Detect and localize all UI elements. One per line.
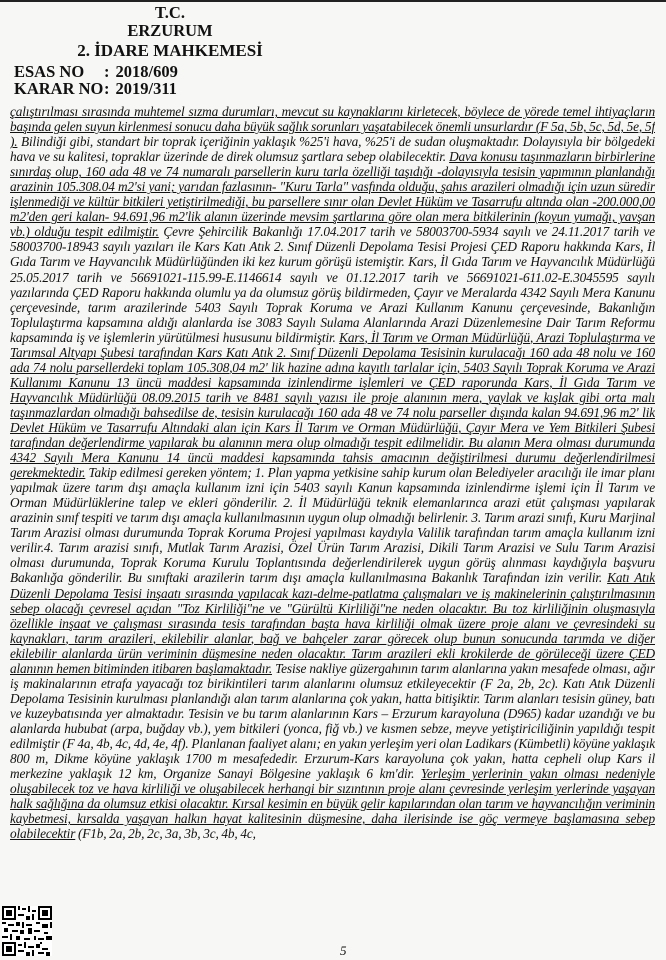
text-segment-4: Çevre Şehircilik Bakanlığı 17.04.2017 tarih ve 58003700-5934 sayılı ve 24.11.2017 tarih ve 58003700-18943 sayılı yazıları ile Kars Katı Atık 2. Sınıf Düzenli Depolama Tesisi Projesi ÇED Raporu hakkında Kars, İl Gıda Tarım ve Hayvancılık Müdürlüğünden iki kez kurum görüşü istemiştir. Kars, İl Gıda Tarım ve Hayvancılık Müdürlüğü 25.05.2017 tarih ve 56691021-115.99-E.1146614 sayılı ve 01.12.2017 tarih ve 56691021-611.02-E.3045595 sayılı yazılarında ÇED Raporu hakkında olumlu ya da olumsuz görüş bildirmeden, Çayır ve Meralarda 4342 Sayılı Mera Kanunu çerçevesinde, tarım arazilerinde 5403 Sayılı Toprak Koruma ve Arazi Kullanım Kanunu çerçevesinde, Bakanlığın Toplulaştırma kapsamına aldığı alanlarda ise 3083 Sayılı Sulama Alanlarında Arazi Düzenlemesine Dair Tarım Reformu kapsamında iş ve işlemlerin yürütülmesi hususunu bildirmiştir.	[10, 224, 655, 345]
text-segment-8: Tesise nakliye güzergahının tarım alanlarına yakın mesafede olması, ağır iş makinalarının etrafa yayacağı toz birikintileri tarım alanlarını olumsuz etkileyecektir (F 2a, 2b, 2c). Katı Atık Düzenli Depolama Tesisinin kurulması planlandığı alan tarım alanlarına çok yakın, hatta bitişiktir. Tarım alanları tesisin güney, batı ve kuzeybatısında yer almaktadır. Tesisin ve bu tarım alanlarının Kars – Erzurum karayoluna (D965) kadar uzandığı ve bu alanlarda hububat (arpa, buğday vb.), yem bitkileri (yonca, fiğ vb.) ve kısmen sebze, meyve yetiştiriciliğinin yapıldığı tespit edilmiştir (F 4a, 4b, 4c, 4d, 4e, 4f). Planlanan faaliyet alanı; en yakın yerleşim yeri olan Ladikars (Kümbetli) köyüne yaklaşık 800 m, Dikme köyüne yaklaşık 1700 m mesafededir. Erzurum-Kars karayoluna çok yakın, hatta cepheli olup Kars il merkezine yaklaşık 12 km, Organize Sanayi Bölgesine yaklaşık 6 km'dir.	[10, 660, 655, 782]
karar-label: KARAR NO	[14, 79, 104, 98]
esas-value: 2018/609	[115, 62, 178, 81]
text-segment-10: (F1b, 2a, 2b, 2c, 3a, 3b, 3c, 4b, 4c,	[75, 826, 256, 842]
text-segment-6: Takip edilmesi gereken yöntem; 1. Plan yapma yetkisine sahip kurum olan Belediyeler aracılığı ile imar planı yapılmak üzere tarım dışı amaçla kullanım izni için 5403 sayılı Kanun kapsamında izinlendirme işlemi için İl Tarım ve Orman Müdürlüklerine talep ve ekleri gönderilir. 2. İl Müdürlüğü teknik elemanlarınca arazi etüt çalışması yapılarak arazinin sınıf tespiti ve tarım dışı amaçla kullanılmasının uygun olup olmadığı belirlenir. 3. Tarım arazi sınıfı, Kuru Marjinal Tarım Arazisi olması durumunda Toprak Koruma Projesi yapılması kaydıyla Valilik tarafından tarım amaçla kullanım izni verilir.4. Tarım arazisi sınıfı, Mutlak Tarım Arazisi, Özel Ürün Tarım Arazisi, Dikili Tarım Arazisi ve Sulu Tarım Arazisi olması durumunda, Toprak Koruma Kurulu Toplantısında değerlendirilerek uygun görüş alınması kaydığıyla başvuru Bakanlığa gönderilir. Bu sınıftaki arazilerin tarım dışı amaçla kullanılmasına Bakanlık Tarafından izin verilir.	[10, 465, 655, 586]
header-court: 2. İDARE MAHKEMESİ	[77, 41, 263, 60]
document-header	[0, 0, 666, 104]
qr-code-icon	[2, 906, 52, 956]
esas-label: ESAS NO	[14, 62, 85, 81]
text-segment-1: çalıştırılması sırasında muhtemel sızma durumları, mevcut su kaynaklarını kirletecek, böylece de yörede temel ihtiyaçların başında gelen suyun kirlenmesi sonucu daha büyük sağlık sorunları yaşatabilecek önemli unsurlardır (F 5a, 5b, 5c, 5d, 5e, 5f ).	[10, 104, 655, 150]
text-segment-3: Dava konusu taşınmazların birbirlerine sınırdaş olup, 160 ada 48 ve 74 numaralı parsellerin kuru tarla özelliği taşıdığı -dolayısıyla tesisin yapımının planlandığı arazinin 105.308.04 m2'si yani; yarıdan fazlasının- "Kuru Tarla" vasfında olduğu, şahıs arazileri olmadığı için uzun süredir işlenmediği ve kültür bitkileri yetiştirilmediği, bu parsellere sınır olan Devlet Hüküm ve Tasarrufu altında olan -200.000,00 m2'den geri kalan- 94.691,96 m2'lik alanın üzerinde mevsim şartlarına göre olan mera bitkilerinin (koyun yumağı, yavşan vb.) olduğu tespit edilmiştir.	[10, 149, 655, 240]
body-paragraph	[10, 104, 655, 946]
text-segment-2: Bilindiği gibi, standart bir toprak içeriğinin yaklaşık %25'i hava, %25'i de sudan oluşmaktadır. Dolayısıyla bir bölgedeki hava ve su kalitesi, topraklar üzerinde de direk olumsuz şartlara sebep olabilecektir.	[10, 134, 655, 165]
header-country: T.C.	[155, 3, 185, 22]
esas-number-row: ESAS NO : 2018/609	[14, 62, 178, 81]
karar-number-row: KARAR NO: 2019/311	[14, 79, 177, 98]
text-segment-9: Yerleşim yerlerinin yakın olması nedeniyle oluşabilecek toz ve hava kirliliği ve oluşabilecek herhangi bir sızıntının proje alanı çevresinde yerleşim yerlerinde yaşayan halk sağlığına da olumsuz etkisi olacaktır. Kırsal kesimin en büyük gelir kapılarından olan tarım ve hayvancılığın veriminin kaybetmesi, kırsalda yaşayan halkın hayat kalitesinin düşmesine, daha ilerisinde ise göç vermeye başlamasına sebep olabilecektir	[10, 766, 655, 842]
karar-value: 2019/311	[115, 79, 177, 98]
text-segment-5: Kars, İl Tarım ve Orman Müdürlüğü, Arazi Toplulaştırma ve Tarımsal Altyapı Şubesi tarafından Kars Katı Atık 2. Sınıf Düzenli Depolama Tesisinin kurulacağı 160 ada 48 nolu ve 160 ada 74 nolu parsellerdeki toplam 105.308,04 m2' lik hazine adına kayıtlı tarlalar için, 5403 Sayılı Toprak Koruma ve Arazi Kullanımı Kanunu 13 üncü maddesi kapsamında izinlendirme işlemleri ve ÇED raporunda Kars, İl Gıda Tarım ve Hayvancılık Müdürlüğü 08.09.2015 tarih ve 8481 sayılı yazısı ile proje alanının mera, yaylak ve kışlak gibi orta malı taşınmazlardan olmadığı bahsedilse de, tesisin kurulacağı 160 ada 48 ve 74 nolu parseller dışında kalan 94.691,96 m2' lik Devlet Hüküm ve Tasarrufu Altındaki alan için Kars İl Tarım ve Orman Müdürlüğü, Çayır Mera ve Yem Bitkileri Şubesi tarafından değerlendirme yapılarak bu alanının mera olup olmadığı tespit edilmelidir. Bu alanın Mera olması durumunda 4342 Sayılı Mera Kanunu 14 üncü maddesi kapsamında tahsis amacının değiştirilmesi durumu değerlendirilmesi gerekmektedir.	[10, 329, 655, 481]
page-number: 5	[340, 943, 347, 958]
header-city: ERZURUM	[127, 21, 213, 40]
text-segment-7: Katı Atık Düzenli Depolama Tesisi inşaatı sırasında yapılacak kazı-delme-patlatma çalışmaları ve iş makinelerinin çalıştırılmasının sebep olacağı çevresel açıdan "Toz Kirliliği"ne ve "Gürültü Kirliliği"ne neden olacaktır. Bu toz kirliliğinin oluşmasıyla özellikle inşaat ve çalışması sırasında tesis tarafından başta hava kirliliği olmak üzere proje alanı ve çevresindeki su kaynakları, tarım arazileri, ekilebilir alanlar, bağ ve bahçeler zarar görecek olup bunun sonucunda tarımda ve diğer ekilebilir alanlarda ürün veriminin düşmesine neden olacaktır. Tarım arazileri ekli krokilerde de görüleceği üzere ÇED alanının hemen bitiminden itibaren başlamaktadır.	[10, 570, 655, 676]
